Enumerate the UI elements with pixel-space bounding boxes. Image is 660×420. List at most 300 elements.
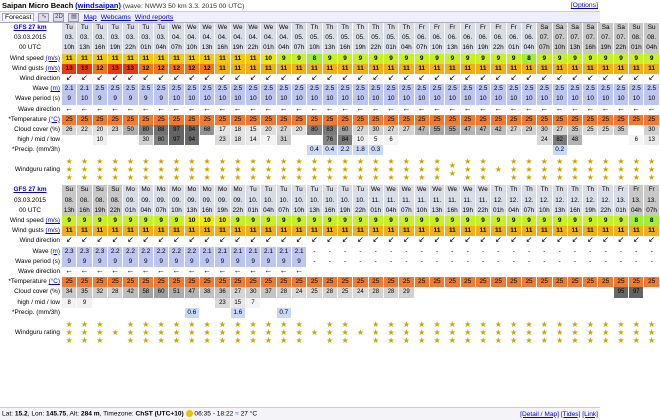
wave-arrow-icon: ←	[111, 103, 120, 113]
star-icon: ★	[218, 319, 227, 329]
table-cell: 06.	[445, 33, 460, 43]
table-cell: 2.2	[108, 247, 123, 257]
table-cell	[246, 105, 261, 115]
table-cell	[430, 298, 445, 308]
table-cell	[369, 74, 384, 84]
table-cell: 9	[369, 216, 384, 226]
table-cell	[430, 287, 445, 297]
table-cell	[553, 287, 568, 297]
table-cell: 18	[231, 135, 246, 145]
table-cell: 10	[277, 94, 292, 104]
table-cell	[399, 267, 414, 277]
table-cell	[123, 298, 138, 308]
star-icon: ★	[326, 165, 334, 175]
star-icon: ★	[402, 165, 410, 175]
table-cell	[415, 105, 430, 115]
star-icon: ★	[571, 327, 579, 337]
wave-arrow-icon: ←	[264, 265, 273, 275]
table-cell: 25	[644, 115, 659, 125]
table-cell	[583, 145, 598, 155]
star-icon: ★	[218, 173, 227, 183]
star-icon: ★	[341, 173, 349, 183]
star-icon: ★	[249, 173, 257, 183]
unit-link[interactable]: (m)	[50, 247, 60, 255]
chart-toggle-icon[interactable]: ∿	[38, 13, 49, 22]
table-cell: 35	[77, 287, 92, 297]
table-cell: 25	[77, 277, 92, 287]
star-icon: ★	[648, 165, 656, 175]
table-cell: 04h	[522, 43, 537, 53]
wave-arrow-icon: ←	[65, 103, 74, 113]
table-cell: Sa	[598, 23, 613, 33]
table-cell: 25	[338, 287, 353, 297]
star-icon: ★	[203, 335, 211, 345]
table-cell: 11	[231, 54, 246, 64]
table-cell: 9	[415, 54, 430, 64]
table-cell: 2.2	[139, 247, 154, 257]
table-cell: 25	[108, 277, 123, 287]
table-cell	[292, 236, 307, 246]
table-cell	[644, 155, 659, 185]
star-icon: ★	[402, 319, 410, 329]
table-cell: 84	[338, 135, 353, 145]
link-link[interactable]: [Link]	[582, 410, 598, 418]
unit-link[interactable]: (m)	[50, 85, 60, 93]
table-cell	[185, 74, 200, 84]
table-cell: 11	[77, 54, 92, 64]
table-cell: -	[522, 247, 537, 257]
table-cell: 19h	[461, 206, 476, 216]
star-icon: ★	[157, 173, 165, 183]
row-cells	[62, 72, 655, 84]
table-cell: 07h	[522, 206, 537, 216]
star-icon: ★	[310, 327, 318, 337]
table-cell: 9	[476, 54, 491, 64]
table-cell	[430, 135, 445, 145]
table-cell: 16h	[583, 43, 598, 53]
star-icon: ★	[464, 157, 472, 167]
table-cell: 9	[77, 257, 92, 267]
table-cell: 7	[246, 298, 261, 308]
table-cell	[614, 145, 629, 155]
table-cell: -	[384, 257, 399, 267]
table-cell	[108, 74, 123, 84]
detail-map-link[interactable]: [Detail / Map]	[520, 410, 559, 418]
wave-arrow-icon: ←	[95, 265, 104, 275]
table-cell: 28	[108, 287, 123, 297]
table-cell: 2.5	[231, 84, 246, 94]
table-cell: 11	[568, 226, 583, 236]
table-cell: Sa	[614, 23, 629, 33]
table-cell	[77, 318, 92, 348]
table-cell: 10h	[185, 43, 200, 53]
table-cell	[445, 74, 460, 84]
table-cell	[338, 105, 353, 115]
latitude: 15.2	[14, 410, 28, 418]
table-cell	[200, 145, 215, 155]
star-icon: ★	[586, 319, 594, 329]
star-icon: ★	[402, 327, 410, 337]
table-cell	[246, 267, 261, 277]
star-icon: ★	[494, 335, 502, 345]
table-cell	[307, 267, 322, 277]
table-cell	[568, 267, 583, 277]
table-cell	[231, 267, 246, 277]
wind-arrow-icon: ↙	[571, 235, 579, 245]
table-cell: 11	[108, 54, 123, 64]
star-icon: ★	[264, 173, 273, 183]
table-cell	[292, 308, 307, 318]
label-text: Wind speed	[9, 54, 44, 62]
table-cell: 9	[246, 216, 261, 226]
wave-arrow-icon: ←	[387, 103, 396, 113]
table-cell: 12	[185, 64, 200, 74]
wind-arrow-icon: ↙	[372, 235, 380, 245]
table-cell	[215, 308, 230, 318]
table-cell: 22h	[598, 206, 613, 216]
table-cell	[568, 298, 583, 308]
table-cell: 25	[445, 115, 460, 125]
table-cell: 06.	[461, 33, 476, 43]
table-cell: We	[415, 185, 430, 195]
star-icon: ★	[448, 161, 456, 171]
table-cell: 47	[415, 125, 430, 135]
table-cell: 2.1	[292, 247, 307, 257]
options-link[interactable]: [Options]	[570, 2, 598, 9]
star-icon: ★	[479, 157, 487, 167]
label-text: high / mid / low	[17, 298, 60, 306]
table-cell: 01h	[507, 43, 522, 53]
table-cell	[246, 155, 261, 185]
row-cells	[62, 277, 656, 287]
table-cell: 37	[261, 287, 276, 297]
table-cell: 9	[399, 216, 414, 226]
table-cell	[108, 155, 123, 185]
table-cell: 25	[399, 277, 414, 287]
star-icon: ★	[556, 157, 564, 167]
row-label	[0, 298, 62, 308]
star-icon: ★	[111, 173, 119, 183]
table-cell: 07.	[598, 33, 613, 43]
tab-bar	[0, 12, 600, 23]
table-cell: Tu	[277, 185, 292, 195]
table-cell	[445, 318, 460, 348]
table-cell: 9	[277, 54, 292, 64]
table-cell: 16h	[568, 206, 583, 216]
star-icon: ★	[464, 165, 472, 175]
table-cell: 10	[215, 216, 230, 226]
star-icon: ★	[157, 327, 165, 337]
table-cell: 19h	[215, 206, 230, 216]
rating-row	[0, 155, 656, 185]
table-cell: 25	[123, 277, 138, 287]
table-cell	[507, 74, 522, 84]
star-icon: ★	[203, 157, 211, 167]
table-cell: -	[491, 257, 506, 267]
table-cell	[169, 74, 184, 84]
table-cell	[629, 105, 644, 115]
table-cell	[598, 135, 613, 145]
table-cell	[461, 155, 476, 185]
table-cell: -	[323, 247, 338, 257]
star-icon: ★	[126, 319, 135, 329]
table-cell: 68	[200, 125, 215, 135]
table-cell: 11	[399, 64, 414, 74]
table-cell	[215, 236, 230, 246]
table-cell	[246, 74, 261, 84]
table-cell: 11	[108, 226, 123, 236]
row-cells	[62, 94, 656, 104]
table-cell	[62, 155, 77, 185]
run-time: 00 UTC	[18, 44, 42, 52]
table-cell: -	[644, 257, 659, 267]
table-cell	[307, 236, 322, 246]
table-cell: 9	[77, 298, 92, 308]
table-cell	[307, 155, 322, 185]
star-icon: ★	[372, 335, 380, 345]
wind-arrow-icon: ↙	[617, 72, 625, 82]
tab-wind-reports[interactable]: Wind reports	[134, 13, 174, 21]
table-cell: 18	[231, 125, 246, 135]
table-cell: 12.	[491, 196, 506, 206]
wave-arrow-icon: ←	[157, 265, 166, 275]
row-cells	[62, 185, 655, 195]
table-cell	[338, 74, 353, 84]
table-cell	[461, 236, 476, 246]
timezone: ChST (UTC+10)	[135, 410, 184, 418]
table-cell: 04h	[384, 206, 399, 216]
star-icon: ★	[65, 173, 73, 183]
unit-link[interactable]: (°C)	[48, 115, 60, 123]
table-cell: 9	[338, 54, 353, 64]
tab-map[interactable]: Map	[83, 13, 97, 21]
star-icon: ★	[632, 173, 640, 183]
star-icon: ★	[464, 319, 472, 329]
unit-link[interactable]: (m/s)	[45, 64, 60, 72]
table-cell	[537, 236, 552, 246]
table-cell: 25	[629, 277, 644, 287]
table-cell: 01h	[369, 206, 384, 216]
table-cell: 13	[62, 64, 77, 74]
wind-arrow-icon: ↙	[81, 235, 88, 245]
table-cell: 25	[185, 277, 200, 287]
table-cell: 2.5	[353, 84, 368, 94]
table-cell: 11	[215, 64, 230, 74]
table-cell	[154, 155, 169, 185]
table-cell: 2.1	[77, 84, 92, 94]
table-cell: 06.	[507, 33, 522, 43]
row-cells	[62, 247, 653, 257]
table-cell: 25	[369, 277, 384, 287]
table-cell: 25	[277, 115, 292, 125]
table-cell: 9	[292, 54, 307, 64]
table-cell: 09.	[231, 196, 246, 206]
star-icon: ★	[65, 165, 73, 175]
star-icon: ★	[172, 157, 181, 167]
row-label	[0, 206, 62, 216]
wind-arrow-icon: ↙	[265, 235, 272, 245]
table-cell: 9	[537, 216, 552, 226]
star-icon: ★	[648, 157, 656, 167]
table-cell: 04h	[399, 43, 414, 53]
table-cell: 88	[154, 125, 169, 135]
row-label	[0, 267, 62, 277]
model-link[interactable]: GFS 27 km	[13, 24, 47, 31]
table-cell: 30	[139, 135, 154, 145]
table-cell: 06.	[430, 33, 445, 43]
wave-arrow-icon: ←	[448, 103, 457, 113]
tab-forecast[interactable]: Forecast	[2, 13, 34, 21]
table-cell: 9	[384, 54, 399, 64]
table-cell: 25	[491, 115, 506, 125]
table-cell: 09.	[169, 196, 184, 206]
table-cell: Mo	[215, 185, 230, 195]
table-cell	[277, 155, 292, 185]
model-link[interactable]: GFS 27 km	[13, 186, 47, 194]
wave-arrow-icon: ←	[233, 265, 242, 275]
spot-link[interactable]: (windsaipan)	[75, 1, 121, 10]
wind-arrow-icon: ↙	[525, 235, 533, 245]
table-cell: 07h	[415, 43, 430, 53]
star-icon: ★	[387, 157, 395, 167]
table-cell	[323, 298, 338, 308]
table-cell	[461, 308, 476, 318]
table-cell: 2.5	[399, 84, 414, 94]
location-info: Lat: 15.2, Lon: 145.75, Alt: 284 m, Timezone: ChST (UTC+10) 06:35 - 18:22 ≈ 27 °C	[2, 410, 258, 418]
table-cell: 9	[123, 257, 138, 267]
star-icon: ★	[203, 165, 211, 175]
table-cell: 25	[307, 277, 322, 287]
table-cell: 23	[215, 135, 230, 145]
table-cell: 12	[154, 64, 169, 74]
table-cell	[522, 308, 537, 318]
table-cell	[399, 298, 414, 308]
table-cell: -	[399, 257, 414, 267]
table-cell	[292, 318, 307, 348]
table-cell	[93, 236, 108, 246]
altitude: 284 m	[80, 410, 100, 418]
table-cell: 9	[139, 257, 154, 267]
table-cell: Tu	[292, 185, 307, 195]
wind-arrow-icon: ↙	[203, 235, 211, 245]
table-cell: 27	[353, 125, 368, 135]
wave-arrow-icon: ←	[65, 265, 74, 275]
star-icon: ★	[372, 173, 380, 183]
table-cell: 55	[430, 125, 445, 135]
table-cell	[415, 74, 430, 84]
star-icon: ★	[602, 173, 610, 183]
wind-arrow-icon: ↙	[525, 72, 533, 82]
table-cell: 11	[445, 64, 460, 74]
star-icon: ★	[387, 173, 395, 183]
row-cells	[62, 308, 599, 318]
star-icon: ★	[525, 165, 533, 175]
table-cell: Mo	[231, 185, 246, 195]
unit-link[interactable]: (m/s)	[45, 54, 60, 62]
table-cell	[108, 318, 123, 348]
unit-link[interactable]: (°C)	[48, 278, 60, 286]
table-cell: 30	[537, 125, 552, 135]
table-cell: 2.2	[338, 145, 353, 155]
table-cell: 11	[185, 54, 200, 64]
table-cell	[169, 105, 184, 115]
star-icon: ★	[142, 335, 150, 345]
sun-times: 06:35 - 18:22	[194, 410, 234, 418]
star-icon: ★	[80, 327, 89, 337]
table-cell: 22h	[123, 43, 138, 53]
star-icon: ★	[479, 165, 487, 175]
tab-webcams[interactable]: Webcams	[100, 13, 131, 21]
star-icon: ★	[341, 327, 349, 337]
table-cell: -	[553, 257, 568, 267]
star-icon: ★	[280, 335, 288, 345]
wave-arrow-icon: ←	[601, 103, 610, 113]
table-cell	[568, 236, 583, 246]
table-cell: 06.	[522, 33, 537, 43]
table-cell: We	[461, 185, 476, 195]
table-cell: 25	[583, 115, 598, 125]
unit-link[interactable]: (m/s)	[45, 217, 60, 224]
table-cell	[598, 105, 613, 115]
table-cell: 9	[338, 216, 353, 226]
row-label	[0, 308, 62, 318]
table-cell	[185, 105, 200, 115]
table-cell: 60	[154, 287, 169, 297]
table-cell: 22h	[614, 43, 629, 53]
wave-arrow-icon: ←	[264, 103, 273, 113]
table-cell: Su	[77, 185, 92, 195]
table-cell: 03.	[93, 33, 108, 43]
star-icon: ★	[310, 173, 318, 183]
table-cell: 10	[629, 94, 644, 104]
table-cell: 95	[614, 287, 629, 297]
table-cell: We	[246, 23, 261, 33]
table-cell: 01h	[629, 43, 644, 53]
table-cell	[185, 155, 200, 185]
star-icon: ★	[234, 165, 242, 175]
wave-arrow-icon: ←	[233, 103, 242, 113]
star-icon: ★	[341, 319, 349, 329]
unit-link[interactable]: (m/s)	[45, 227, 60, 235]
tides-link[interactable]: [Tides]	[560, 410, 581, 418]
table-cell	[476, 287, 491, 297]
table-cell: 8	[629, 216, 644, 226]
table-cell: 24	[292, 287, 307, 297]
wave-arrow-icon: ←	[555, 103, 564, 113]
table-cell	[369, 267, 384, 277]
table-cell	[491, 308, 506, 318]
table-cell	[353, 267, 368, 277]
view-2d-icon[interactable]: 2D	[55, 13, 63, 20]
table-cell: 09.	[185, 196, 200, 206]
table-cell	[154, 145, 169, 155]
star-icon: ★	[280, 165, 288, 175]
star-icon: ★	[540, 335, 548, 345]
table-cell: Fr	[614, 185, 629, 195]
map-icon[interactable]: ▤	[68, 13, 79, 22]
star-icon: ★	[264, 319, 273, 329]
table-cell: 25	[139, 277, 154, 287]
table-cell: 10	[491, 94, 506, 104]
table-cell: 11	[292, 64, 307, 74]
table-cell	[215, 318, 230, 348]
table-cell	[323, 318, 338, 348]
star-icon: ★	[96, 157, 104, 167]
star-icon: ★	[142, 165, 150, 175]
row-cells	[62, 196, 657, 206]
star-icon: ★	[172, 165, 181, 175]
table-cell: 01h	[139, 43, 154, 53]
